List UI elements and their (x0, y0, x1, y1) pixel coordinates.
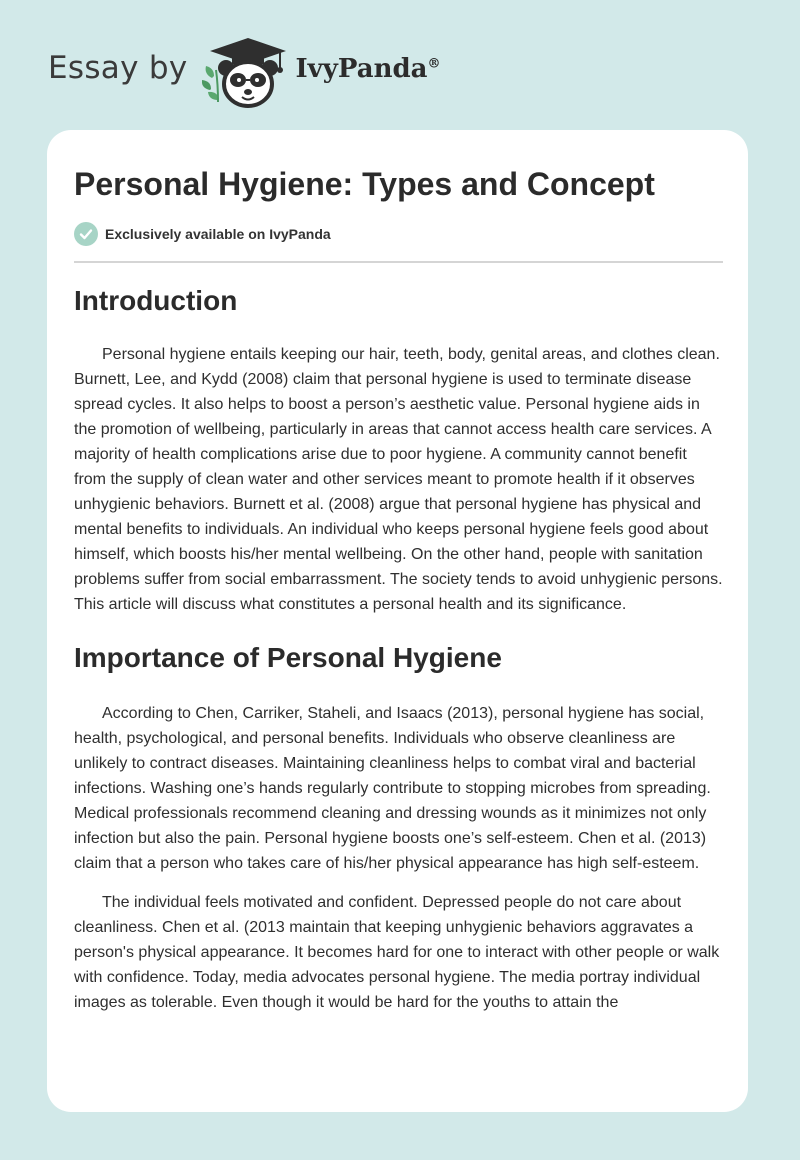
availability-badge (74, 222, 331, 246)
checkmark-icon (74, 222, 98, 246)
title-divider (74, 261, 723, 263)
article-card (47, 130, 748, 1112)
brand-prefix: Essay by (48, 50, 188, 86)
brand-name (296, 54, 441, 84)
section-heading: Importance of Personal Hygiene (74, 642, 502, 673)
availability-text: Exclusively available on IvyPanda (105, 226, 331, 242)
section-introduction (74, 284, 723, 617)
section-importance (74, 641, 723, 1015)
section-heading: Introduction (74, 285, 238, 316)
paragraph: Personal hygiene entails keeping our hair, teeth, body, genital areas, and clothes clean. Burnett, Lee, and Kydd (2008) claim that personal hygiene is used to terminate disease spread cycles. It also helps to boost a person’s aesthetic value. Personal hygiene aids in the promotion of wellbeing, particularly in areas that cannot access health care services. A majority of health complications arise due to poor hygiene. A community cannot benefit from the supply of clean water and other services meant to promote health if it observes unhygienic behaviors. Burnett et al. (2008) argue that personal hygiene has physical and mental benefits to individuals. An individual who keeps personal hygiene feels good about himself, which boosts his/her mental wellbeing. On the other hand, people with sanitation problems suffer from social embarrassment. The society tends to avoid unhygienic persons. This article will discuss what constitutes a personal health and its significance. (74, 346, 723, 613)
article-body (74, 284, 723, 1015)
paragraph: According to Chen, Carriker, Staheli, and Isaacs (2013), personal hygiene has social, health, psychological, and personal benefits. Individuals who observe cleanliness are unlikely to contract diseases. Maintaining cleanliness helps to combat viral and bacterial infections. Washing one’s hands regularly contribute to stopping microbes from spreading. Medical professionals recommend cleaning and dressing wounds as it minimizes not only infection but also the pain. Personal hygiene boosts one’s self-esteem. Chen et al. (2013) claim that a person who takes care of his/her physical appearance has high self-esteem. (74, 705, 711, 872)
article-title: Personal Hygiene: Types and Concept (74, 166, 655, 202)
paragraph: The individual feels motivated and confident. Depressed people do not care about cleanliness. Chen et al. (2013 maintain that keeping unhygienic behaviors aggravates a person's physical appearance. It becomes hard for one to interact with other people or walk with confidence. Today, media advocates personal hygiene. The media portray individual images as tolerable. Even though it would be hard for the youths to attain the (74, 894, 720, 1011)
site-brand[interactable] (48, 34, 441, 110)
panda-graduate-icon (202, 34, 294, 110)
registered-mark: ® (427, 56, 441, 72)
brand-name-text: IvyPanda (295, 54, 428, 84)
